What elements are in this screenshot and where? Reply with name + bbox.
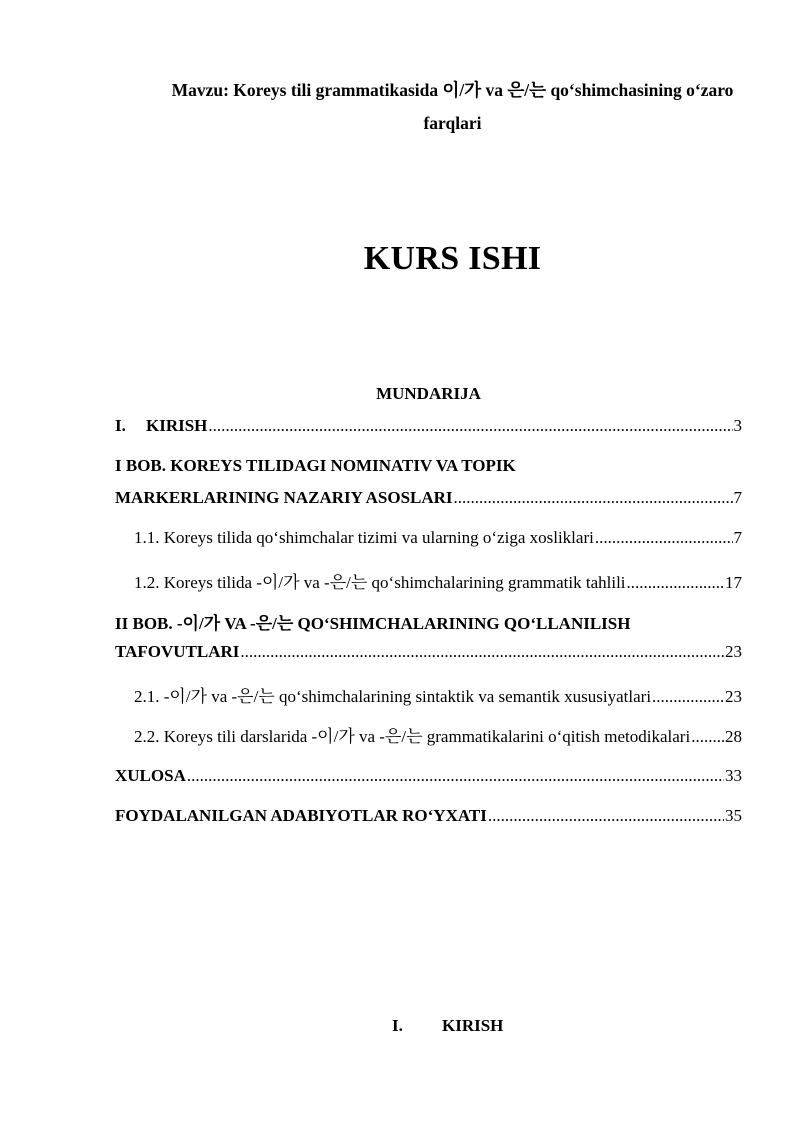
document-title: KURS ISHI [363, 240, 542, 277]
toc-entry-adabiyotlar[interactable] [115, 806, 742, 830]
toc-entry-bob2[interactable] [115, 642, 742, 666]
toc-entry-label: MARKERLARINING NAZARIY ASOSLARI [115, 488, 453, 507]
toc-page-number: 23 [725, 687, 742, 706]
toc-entry-label: TAFOVUTLARI [115, 642, 240, 661]
toc-entry-bob1[interactable] [115, 488, 742, 512]
toc-entry-label: 1.1. Koreys tilida qo‘shimchalar tizimi va ularning o‘ziga xosliklari [134, 528, 594, 547]
topic-line-2: farqlari [423, 113, 482, 133]
toc-page-number: 35 [725, 806, 742, 825]
toc-leader-dots [454, 488, 733, 508]
toc-entry-bob1-line1[interactable]: I BOB. KOREYS TILIDAGI NOMINATIV VA TOPIK [115, 456, 516, 475]
toc-page-number: 28 [725, 727, 742, 746]
toc-entry-label: XULOSA [115, 766, 186, 785]
toc-entry-bob2-line1[interactable]: II BOB. -이/가 VA -은/는 QO‘SHIMCHALARINING QO‘LLANILISH [115, 614, 631, 633]
toc-page-number: 23 [725, 642, 742, 661]
toc-leader-dots [208, 416, 732, 436]
toc-entry-label: 2.1. -이/가 va -은/는 qo‘shimchalarining sintaktik va semantik xususiyatlari [134, 687, 652, 706]
toc-leader-dots [691, 727, 724, 747]
toc-entry-number: I. [115, 416, 126, 435]
toc-leader-dots [488, 806, 724, 826]
toc-leader-dots [240, 642, 724, 662]
toc-leader-dots [627, 573, 724, 593]
toc-page-number: 3 [733, 416, 742, 435]
toc-entry-1-1[interactable] [134, 528, 742, 552]
toc-leader-dots [652, 687, 724, 707]
toc-entry-label: 2.2. Koreys tili darslarida -이/가 va -은/는 grammatikalarini o‘qitish metodikalari [134, 727, 691, 746]
toc-entry-2-2[interactable] [134, 722, 742, 746]
toc-entry-xulosa[interactable] [115, 766, 742, 790]
toc-leader-dots [187, 766, 724, 786]
toc-entry-2-1[interactable] [134, 682, 742, 706]
toc-entry-1-2[interactable] [134, 568, 742, 592]
toc-leader-dots [595, 528, 733, 548]
toc-entry-label: FOYDALANILGAN ADABIYOTLAR RO‘YXATI [115, 806, 487, 825]
toc-page-number: 7 [733, 528, 742, 547]
toc-entry-label: 1.2. Koreys tilida -이/가 va -은/는 qo‘shimchalarining grammatik tahlili [134, 573, 626, 592]
section-heading-kirish [392, 1016, 503, 1036]
toc-entry-label: KIRISH [146, 416, 208, 435]
toc-page-number: 7 [733, 488, 742, 507]
toc-page-number: 33 [725, 766, 742, 785]
section-number: I. [392, 1016, 403, 1035]
section-title: KIRISH [442, 1016, 504, 1035]
topic-line-1: Mavzu: Koreys tili grammatikasida 이/가 va 은/는 qo‘shimchasining o‘zaro [171, 80, 734, 100]
topic-heading [160, 74, 745, 140]
toc-heading: MUNDARIJA [376, 384, 481, 403]
toc-entry-kirish[interactable] [115, 416, 742, 440]
toc-page-number: 17 [725, 573, 742, 592]
